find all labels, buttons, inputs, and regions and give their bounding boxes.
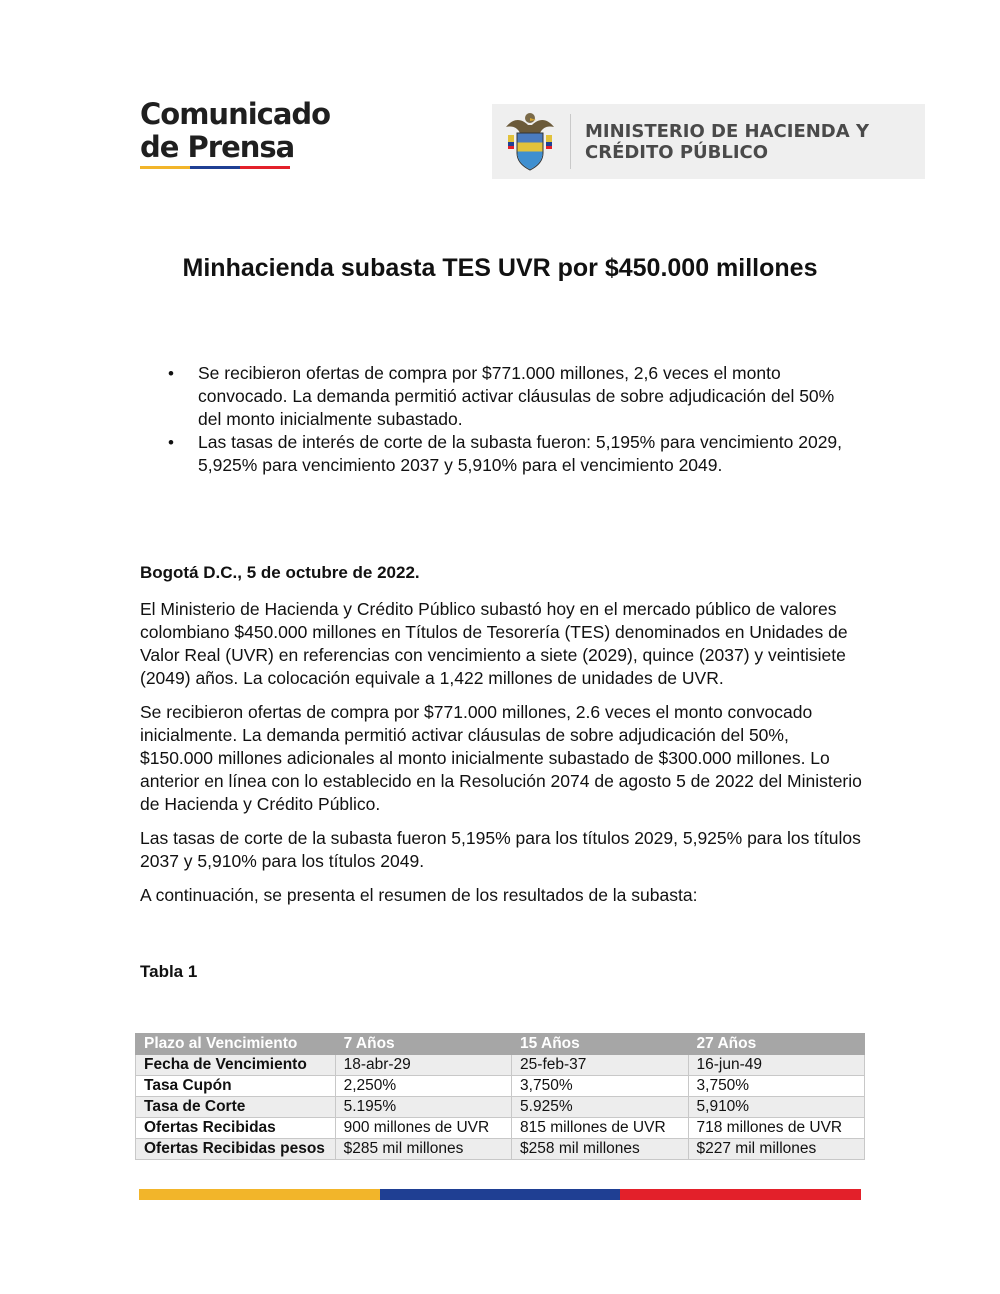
column-header: 15 Años [512, 1034, 688, 1055]
table-cell: 815 millones de UVR [512, 1118, 688, 1139]
table-cell: 5.925% [512, 1097, 688, 1118]
table-row [136, 1076, 865, 1097]
footer-flag-stripe [139, 1189, 861, 1200]
stripe-red [240, 166, 290, 169]
press-release-logo [140, 98, 330, 164]
bullet-icon: • [168, 364, 174, 383]
ministry-name-line-1: MINISTERIO DE HACIENDA Y [585, 120, 869, 142]
ministry-name-line-2: CRÉDITO PÚBLICO [585, 141, 769, 163]
table-cell: 3,750% [512, 1076, 688, 1097]
ministry-name [585, 121, 869, 163]
page-title: Minhacienda subasta TES UVR por $450.000 millones [182, 254, 818, 282]
row-label: Fecha de Vencimiento [136, 1055, 336, 1076]
stripe-yellow [140, 166, 190, 169]
results-table [135, 1033, 865, 1160]
list-item [166, 362, 856, 431]
ministry-logo [492, 104, 925, 179]
paragraph: A continuación, se presenta el resumen de los resultados de la subasta: [140, 885, 698, 905]
brand-line-2: de Prensa [140, 130, 295, 164]
paragraph: Las tasas de corte de la subasta fueron 5,195% para los títulos 2029, 5,925% para los títulos 2037 y 5,910% para los títulos 2049. [140, 828, 861, 871]
table-cell: 718 millones de UVR [688, 1118, 864, 1139]
table-row [136, 1118, 865, 1139]
dateline: Bogotá D.C., 5 de octubre de 2022. [140, 563, 420, 582]
stripe-blue [380, 1189, 620, 1200]
paragraph: El Ministerio de Hacienda y Crédito Público subastó hoy en el mercado público de valores colombiano $450.000 millones en Títulos de Tesorería (TES) denominados en Unidades de Valor Real (UVR) en referencias con vencimiento a siete (2029), quince (2037) y veintisiete (2049) años. La colocación equivale a 1,422 millones de unidades de UVR. [140, 599, 848, 688]
table-header-row [136, 1034, 865, 1055]
table-row [136, 1055, 865, 1076]
row-label: Ofertas Recibidas pesos [136, 1139, 336, 1160]
ministry-divider [570, 114, 571, 169]
table-cell: 5,910% [688, 1097, 864, 1118]
table-cell: 18-abr-29 [335, 1055, 511, 1076]
colombia-coat-of-arms-icon [500, 109, 560, 174]
table-cell: $258 mil millones [512, 1139, 688, 1160]
row-label: Tasa de Corte [136, 1097, 336, 1118]
table-row [136, 1139, 865, 1160]
column-header: Plazo al Vencimiento [136, 1034, 336, 1055]
table-cell: $285 mil millones [335, 1139, 511, 1160]
row-label: Ofertas Recibidas [136, 1118, 336, 1139]
table-cell: $227 mil millones [688, 1139, 864, 1160]
stripe-yellow [139, 1189, 380, 1200]
table-cell: 3,750% [688, 1076, 864, 1097]
table-cell: 16-jun-49 [688, 1055, 864, 1076]
body-text [140, 598, 865, 918]
stripe-blue [190, 166, 240, 169]
table-cell: 900 millones de UVR [335, 1118, 511, 1139]
table-cell: 2,250% [335, 1076, 511, 1097]
bullet-text: Las tasas de interés de corte de la subasta fueron: 5,195% para vencimiento 2029, 5,925% para vencimiento 2037 y 5,910% para el vencimiento 2049. [198, 432, 843, 475]
table-label: Tabla 1 [140, 962, 198, 981]
paragraph: Se recibieron ofertas de compra por $771.000 millones, 2.6 veces el monto convocado inicialmente. La demanda permitió activar cláusulas de sobre adjudicación del 50%, $150.000 millones adicionales al monto inicialmente subastado de $300.000 millones. Lo anterior en línea con lo establecido en la Resolución 2074 de agosto 5 de 2022 del Ministerio de Hacienda y Crédito Público. [140, 702, 862, 814]
highlights-list [166, 362, 856, 477]
bullet-text: Se recibieron ofertas de compra por $771.000 millones, 2,6 veces el monto convocado. La demanda permitió activar cláusulas de sobre adjudicación del 50% del monto inicialmente subastado. [198, 363, 835, 429]
table-cell: 25-feb-37 [512, 1055, 688, 1076]
column-header: 27 Años [688, 1034, 864, 1055]
row-label: Tasa Cupón [136, 1076, 336, 1097]
bullet-icon: • [168, 433, 174, 452]
brand-line-1: Comunicado [140, 97, 331, 131]
column-header: 7 Años [335, 1034, 511, 1055]
brand-flag-stripe [140, 166, 290, 169]
stripe-red [620, 1189, 861, 1200]
list-item [166, 431, 856, 477]
table-row [136, 1097, 865, 1118]
table-cell: 5.195% [335, 1097, 511, 1118]
